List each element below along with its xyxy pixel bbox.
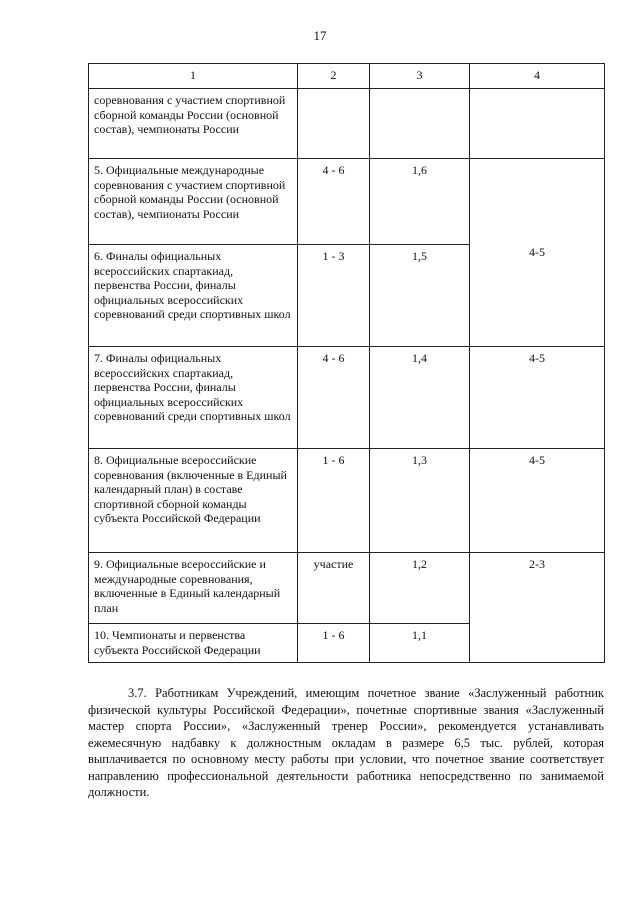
table-row <box>89 89 605 159</box>
coefficient-cell: 1,4 <box>370 347 470 449</box>
bonus-cell: 4-5 <box>470 347 605 449</box>
coefficient-cell <box>370 89 470 159</box>
page-number: 17 <box>313 28 327 43</box>
bonus-cell <box>470 89 605 159</box>
coefficient-cell: 1,3 <box>370 449 470 553</box>
table-row <box>89 347 605 449</box>
header-col-1: 1 <box>89 64 298 89</box>
competition-cell: соревнования с участием спортивной сборной команды России (основной состав), чемпионаты России <box>89 89 298 159</box>
coefficient-cell: 1,2 <box>370 553 470 624</box>
coefficient-cell: 1,5 <box>370 245 470 347</box>
place-cell: 1 - 6 <box>298 624 370 663</box>
clause-3-7: 3.7. Работникам Учреждений, имеющим почетное звание «Заслуженный работник физической культуры Российской Федерации», почетные спортивные звания «Заслуженный мастер спорта России», «Заслуженный тренер России», рекомендуется устанавливать ежемесячную надбавку к должностным окладам в размере 6,5 тыс. рублей, которая выплачивается по основному месту работы при условии, что почетное звание соответствует направлению профессиональной деятельности работника непосредственно по занимаемой должности. <box>88 686 604 799</box>
place-cell: 4 - 6 <box>298 159 370 245</box>
place-cell <box>298 89 370 159</box>
table-row <box>89 553 605 624</box>
bonus-cell: 4-5 <box>470 159 605 347</box>
competition-cell: 8. Официальные всероссийские соревнования (включенные в Единый календарный план) в составе спортивной сборной команды субъекта Российской Федерации <box>89 449 298 553</box>
competition-cell: 9. Официальные всероссийские и международные соревнования, включенные в Единый календарный план <box>89 553 298 624</box>
table-row <box>89 159 605 245</box>
competition-cell: 6. Финалы официальных всероссийских спартакиад, первенства России, финалы официальных всероссийских соревнований среди спортивных школ <box>89 245 298 347</box>
place-cell: 1 - 6 <box>298 449 370 553</box>
competition-cell: 10. Чемпионаты и первенства субъекта Российской Федерации <box>89 624 298 663</box>
bonus-table <box>88 63 605 663</box>
place-cell: участие <box>298 553 370 624</box>
table-row <box>89 449 605 553</box>
coefficient-cell: 1,1 <box>370 624 470 663</box>
bonus-cell: 2-3 <box>470 553 605 663</box>
place-cell: 4 - 6 <box>298 347 370 449</box>
place-cell: 1 - 3 <box>298 245 370 347</box>
bonus-cell: 4-5 <box>470 449 605 553</box>
header-col-2: 2 <box>298 64 370 89</box>
coefficient-cell: 1,6 <box>370 159 470 245</box>
header-col-3: 3 <box>370 64 470 89</box>
table-header-row <box>89 64 605 89</box>
competition-cell: 5. Официальные международные соревнования с участием спортивной сборной команды России (основной состав), чемпионаты России <box>89 159 298 245</box>
header-col-4: 4 <box>470 64 605 89</box>
competition-cell: 7. Финалы официальных всероссийских спартакиад, первенства России, финалы официальных всероссийских соревнований среди спортивных школ <box>89 347 298 449</box>
